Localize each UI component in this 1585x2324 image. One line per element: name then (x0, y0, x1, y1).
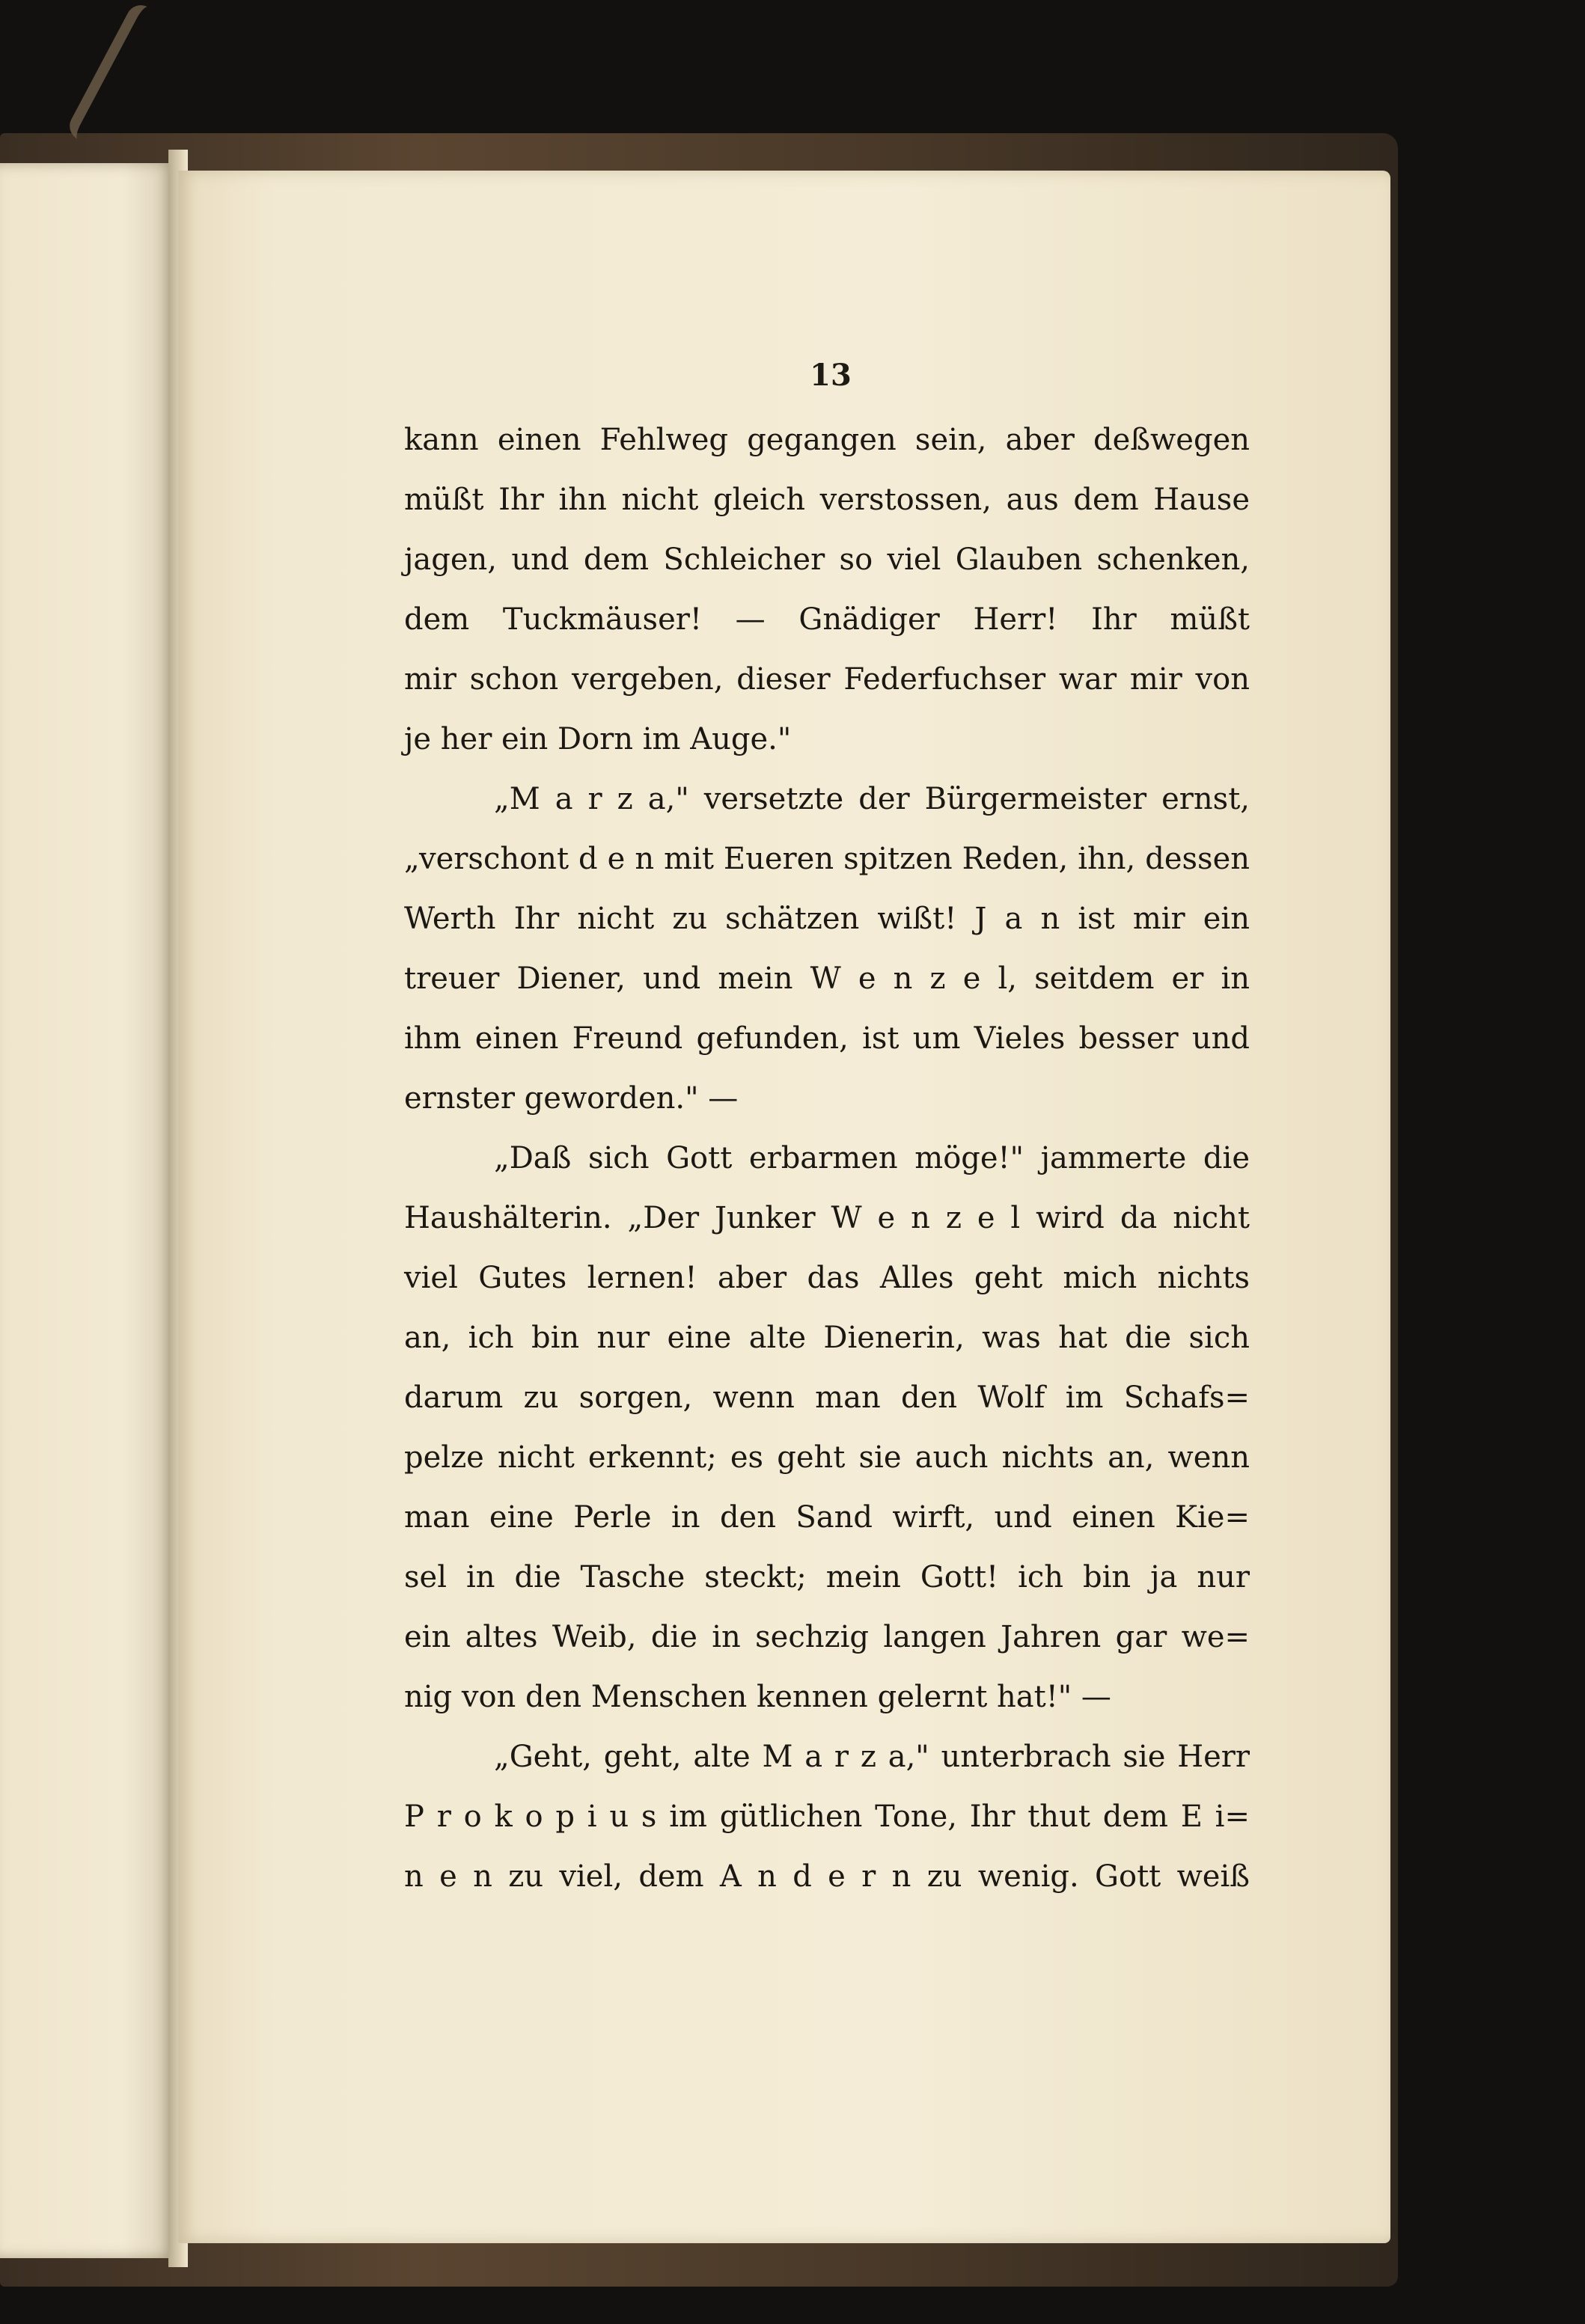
text-line: müßt Ihr ihn nicht gleich verstossen, aus dem Hause (404, 483, 1250, 517)
text-line: je her ein Dorn im Auge." (404, 722, 792, 756)
text-line: jagen, und dem Schleicher so viel Glauben schenken, (404, 542, 1250, 577)
text-line: ihm einen Freund gefunden, ist um Vieles besser und (404, 1021, 1250, 1056)
text-line: „verschont d e n mit Eueren spitzen Reden, ihn, dessen (404, 842, 1250, 876)
text-line: dem Tuckmäuser! — Gnädiger Herr! Ihr müßt (404, 602, 1250, 637)
text-line: ernster geworden." — (404, 1081, 739, 1116)
text-line: darum zu sorgen, wenn man den Wolf im Schafs= (404, 1380, 1250, 1415)
text-line: ein altes Weib, die in sechzig langen Jahren gar we= (404, 1620, 1250, 1654)
text-line: „Geht, geht, alte M a r z a," unterbrach sie Herr (494, 1740, 1250, 1774)
text-line: P r o k o p i u s im gütlichen Tone, Ihr thut dem E i= (404, 1799, 1250, 1834)
text-line: man eine Perle in den Sand wirft, und einen Kie= (404, 1500, 1250, 1535)
left-page-edge (0, 163, 176, 2258)
text-line: nig von den Menschen kennen gelernt hat!" — (404, 1680, 1111, 1714)
body-text (404, 410, 1250, 1906)
text-line: pelze nicht erkennt; es geht sie auch nichts an, wenn (404, 1440, 1250, 1475)
page-number: 13 (810, 358, 852, 393)
text-line: „Daß sich Gott erbarmen möge!" jammerte die (494, 1141, 1250, 1175)
text-line: Haushälterin. „Der Junker W e n z e l wird da nicht (404, 1201, 1250, 1235)
text-line: „M a r z a," versetzte der Bürgermeister ernst, (494, 782, 1250, 816)
bookmark-ribbon (64, 0, 174, 153)
text-line: Werth Ihr nicht zu schätzen wißt! J a n ist mir ein (404, 902, 1250, 936)
text-line: treuer Diener, und mein W e n z e l, seitdem er in (404, 961, 1250, 996)
text-line: n e n zu viel, dem A n d e r n zu wenig. Gott weiß (404, 1859, 1250, 1894)
text-line: an, ich bin nur eine alte Dienerin, was hat die sich (404, 1321, 1250, 1355)
text-line: sel in die Tasche steckt; mein Gott! ich bin ja nur (404, 1560, 1250, 1594)
text-line: kann einen Fehlweg gegangen sein, aber deßwegen (404, 423, 1250, 457)
text-line: mir schon vergeben, dieser Federfuchser war mir von (404, 662, 1250, 697)
text-line: viel Gutes lernen! aber das Alles geht mich nichts (404, 1261, 1250, 1295)
